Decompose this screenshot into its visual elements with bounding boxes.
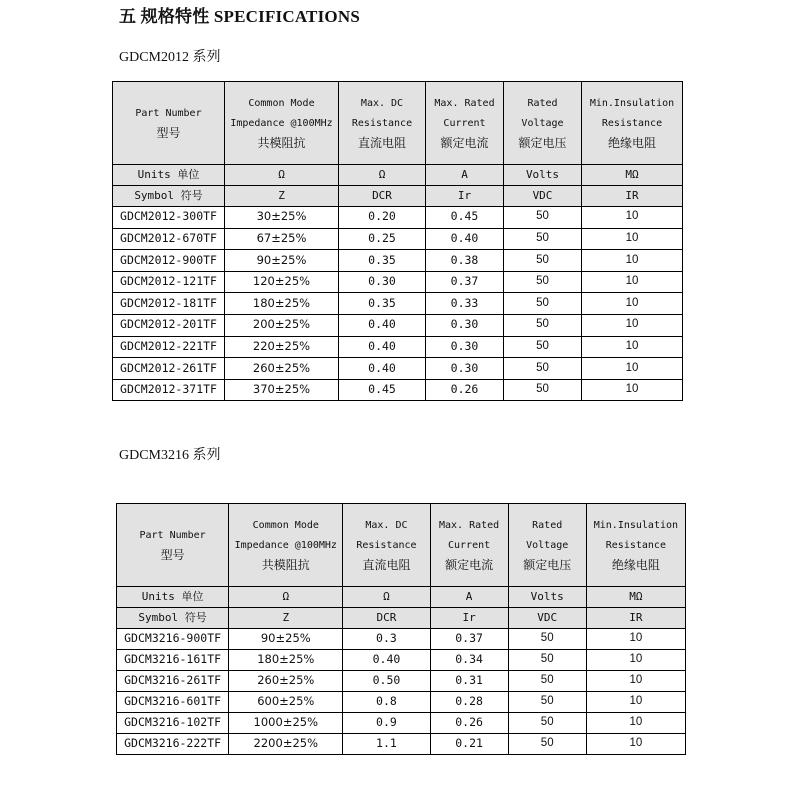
header-impedance-en: Common Mode Impedance @100MHz bbox=[230, 98, 333, 129]
symbol-value: DCR bbox=[339, 186, 426, 207]
cell-voltage: 50 bbox=[504, 271, 582, 293]
cell-insulation: 10 bbox=[586, 692, 685, 713]
cell-insulation: 10 bbox=[582, 314, 683, 336]
header-current-cn: 额定电流 bbox=[440, 136, 489, 150]
table-row bbox=[113, 228, 683, 250]
cell-current: 0.31 bbox=[430, 671, 508, 692]
header-current-en: Max. Rated bbox=[434, 98, 495, 109]
cell-voltage: 50 bbox=[504, 207, 582, 229]
symbol-row bbox=[117, 608, 686, 629]
cell-dcr: 0.40 bbox=[339, 358, 426, 380]
cell-dcr: 0.40 bbox=[343, 650, 430, 671]
cell-dcr: 0.40 bbox=[339, 314, 426, 336]
header-part-number-en: Part Number bbox=[139, 530, 206, 541]
cell-dcr: 0.25 bbox=[339, 228, 426, 250]
header-insulation bbox=[582, 82, 683, 165]
unit-value: Ω bbox=[229, 587, 343, 608]
symbol-value: VDC bbox=[504, 186, 582, 207]
cell-impedance: 90±25% bbox=[225, 250, 339, 272]
cell-current: 0.30 bbox=[426, 314, 504, 336]
cell-dcr: 0.3 bbox=[343, 629, 430, 650]
symbol-value: Z bbox=[225, 186, 339, 207]
table-row bbox=[113, 336, 683, 358]
table-row bbox=[113, 293, 683, 315]
table-row bbox=[117, 692, 686, 713]
unit-value: A bbox=[426, 165, 504, 186]
cell-impedance: 370±25% bbox=[225, 379, 339, 401]
cell-part-number: GDCM3216-102TF bbox=[117, 713, 229, 734]
header-dcr bbox=[339, 82, 426, 165]
unit-value: Ω bbox=[339, 165, 426, 186]
cell-part-number: GDCM3216-161TF bbox=[117, 650, 229, 671]
table-row bbox=[113, 379, 683, 401]
cell-current: 0.33 bbox=[426, 293, 504, 315]
cell-insulation: 10 bbox=[586, 734, 685, 755]
header-current bbox=[426, 82, 504, 165]
cell-impedance: 260±25% bbox=[225, 358, 339, 380]
header-dcr-cn: 直流电阻 bbox=[357, 136, 406, 150]
cell-impedance: 90±25% bbox=[229, 629, 343, 650]
series-label-gdcm3216: GDCM3216 系列 bbox=[119, 448, 221, 463]
units-label: Units 单位 bbox=[117, 587, 229, 608]
cell-voltage: 50 bbox=[504, 336, 582, 358]
cell-insulation: 10 bbox=[582, 250, 683, 272]
header-current bbox=[430, 504, 508, 587]
table-row bbox=[117, 629, 686, 650]
cell-impedance: 600±25% bbox=[229, 692, 343, 713]
cell-impedance: 200±25% bbox=[225, 314, 339, 336]
header-insulation-cn: 绝缘电阻 bbox=[611, 558, 660, 572]
header-dcr-en: Max. DC bbox=[365, 520, 408, 531]
symbol-label: Symbol 符号 bbox=[113, 186, 225, 207]
units-label: Units 单位 bbox=[113, 165, 225, 186]
symbol-label: Symbol 符号 bbox=[117, 608, 229, 629]
header-insulation-en: Resistance bbox=[605, 540, 666, 551]
unit-value: Ω bbox=[343, 587, 430, 608]
cell-part-number: GDCM2012-121TF bbox=[113, 271, 225, 293]
header-insulation bbox=[586, 504, 685, 587]
cell-insulation: 10 bbox=[582, 207, 683, 229]
header-current-en: Current bbox=[443, 118, 486, 129]
table-row bbox=[117, 650, 686, 671]
header-part-number-cn: 型号 bbox=[160, 548, 185, 562]
header-dcr-cn: 直流电阻 bbox=[362, 558, 411, 572]
cell-current: 0.34 bbox=[430, 650, 508, 671]
section-title: 五 规格特性 SPECIFICATIONS bbox=[119, 7, 360, 26]
cell-part-number: GDCM2012-670TF bbox=[113, 228, 225, 250]
symbol-value: VDC bbox=[508, 608, 586, 629]
cell-impedance: 30±25% bbox=[225, 207, 339, 229]
units-row bbox=[117, 587, 686, 608]
units-row bbox=[113, 165, 683, 186]
cell-part-number: GDCM3216-601TF bbox=[117, 692, 229, 713]
table-row bbox=[117, 734, 686, 755]
cell-impedance: 120±25% bbox=[225, 271, 339, 293]
header-part-number bbox=[117, 504, 229, 587]
symbol-row bbox=[113, 186, 683, 207]
cell-current: 0.45 bbox=[426, 207, 504, 229]
header-insulation-cn: 绝缘电阻 bbox=[607, 136, 656, 150]
cell-impedance: 260±25% bbox=[229, 671, 343, 692]
cell-voltage: 50 bbox=[504, 358, 582, 380]
table-row bbox=[113, 271, 683, 293]
cell-current: 0.37 bbox=[430, 629, 508, 650]
unit-value: Volts bbox=[508, 587, 586, 608]
cell-dcr: 0.45 bbox=[339, 379, 426, 401]
cell-voltage: 50 bbox=[504, 314, 582, 336]
cell-dcr: 0.35 bbox=[339, 250, 426, 272]
cell-current: 0.37 bbox=[426, 271, 504, 293]
cell-part-number: GDCM2012-261TF bbox=[113, 358, 225, 380]
cell-impedance: 180±25% bbox=[225, 293, 339, 315]
cell-dcr: 0.8 bbox=[343, 692, 430, 713]
header-impedance bbox=[225, 82, 339, 165]
cell-insulation: 10 bbox=[586, 671, 685, 692]
table-row bbox=[113, 250, 683, 272]
header-voltage-en: Rated bbox=[527, 98, 558, 109]
cell-dcr: 0.9 bbox=[343, 713, 430, 734]
cell-current: 0.30 bbox=[426, 336, 504, 358]
cell-part-number: GDCM2012-221TF bbox=[113, 336, 225, 358]
symbol-value: Ir bbox=[426, 186, 504, 207]
cell-voltage: 50 bbox=[504, 293, 582, 315]
cell-dcr: 1.1 bbox=[343, 734, 430, 755]
header-voltage-cn: 额定电压 bbox=[518, 136, 567, 150]
symbol-value: Ir bbox=[430, 608, 508, 629]
table-row bbox=[113, 358, 683, 380]
cell-insulation: 10 bbox=[586, 629, 685, 650]
header-current-cn: 额定电流 bbox=[445, 558, 494, 572]
unit-value: MΩ bbox=[582, 165, 683, 186]
symbol-value: DCR bbox=[343, 608, 430, 629]
cell-current: 0.30 bbox=[426, 358, 504, 380]
cell-impedance: 180±25% bbox=[229, 650, 343, 671]
cell-part-number: GDCM3216-900TF bbox=[117, 629, 229, 650]
cell-current: 0.40 bbox=[426, 228, 504, 250]
header-dcr bbox=[343, 504, 430, 587]
cell-impedance: 220±25% bbox=[225, 336, 339, 358]
header-voltage bbox=[508, 504, 586, 587]
header-impedance bbox=[229, 504, 343, 587]
cell-voltage: 50 bbox=[508, 692, 586, 713]
cell-current: 0.26 bbox=[426, 379, 504, 401]
cell-insulation: 10 bbox=[582, 293, 683, 315]
header-voltage-cn: 额定电压 bbox=[523, 558, 572, 572]
cell-voltage: 50 bbox=[508, 671, 586, 692]
cell-impedance: 2200±25% bbox=[229, 734, 343, 755]
header-insulation-en: Resistance bbox=[601, 118, 663, 129]
cell-voltage: 50 bbox=[508, 650, 586, 671]
header-impedance-cn: 共模阻抗 bbox=[261, 558, 310, 572]
cell-dcr: 0.50 bbox=[343, 671, 430, 692]
cell-part-number: GDCM2012-181TF bbox=[113, 293, 225, 315]
cell-part-number: GDCM2012-900TF bbox=[113, 250, 225, 272]
header-insulation-en: Min.Insulation bbox=[593, 520, 679, 531]
cell-voltage: 50 bbox=[508, 713, 586, 734]
header-part-number-en: Part Number bbox=[135, 108, 202, 119]
symbol-value: IR bbox=[586, 608, 685, 629]
cell-insulation: 10 bbox=[586, 650, 685, 671]
cell-current: 0.38 bbox=[426, 250, 504, 272]
unit-value: Volts bbox=[504, 165, 582, 186]
header-dcr-en: Resistance bbox=[351, 118, 413, 129]
spec-table-gdcm2012 bbox=[112, 81, 683, 401]
unit-value: A bbox=[430, 587, 508, 608]
cell-insulation: 10 bbox=[582, 358, 683, 380]
header-impedance-cn: 共模阻抗 bbox=[257, 136, 306, 150]
cell-dcr: 0.20 bbox=[339, 207, 426, 229]
cell-dcr: 0.40 bbox=[339, 336, 426, 358]
cell-impedance: 1000±25% bbox=[229, 713, 343, 734]
header-dcr-en: Max. DC bbox=[360, 98, 404, 109]
cell-insulation: 10 bbox=[582, 379, 683, 401]
unit-value: Ω bbox=[225, 165, 339, 186]
header-voltage-en: Rated bbox=[532, 520, 563, 531]
header-dcr-en: Resistance bbox=[356, 540, 417, 551]
header-insulation-en: Min.Insulation bbox=[589, 98, 675, 109]
cell-voltage: 50 bbox=[504, 228, 582, 250]
table-row bbox=[117, 713, 686, 734]
spec-table-gdcm3216 bbox=[116, 503, 686, 755]
header-impedance-en: Common Mode Impedance @100MHz bbox=[234, 520, 337, 551]
cell-voltage: 50 bbox=[504, 379, 582, 401]
unit-value: MΩ bbox=[586, 587, 685, 608]
header-part-number-cn: 型号 bbox=[156, 126, 181, 140]
cell-current: 0.28 bbox=[430, 692, 508, 713]
cell-part-number: GDCM2012-201TF bbox=[113, 314, 225, 336]
header-current-en: Max. Rated bbox=[438, 520, 500, 531]
cell-voltage: 50 bbox=[504, 250, 582, 272]
header-part-number bbox=[113, 82, 225, 165]
cell-part-number: GDCM2012-300TF bbox=[113, 207, 225, 229]
symbol-value: Z bbox=[229, 608, 343, 629]
header-row bbox=[117, 504, 686, 587]
header-row bbox=[113, 82, 683, 165]
series-label-gdcm2012: GDCM2012 系列 bbox=[119, 50, 221, 65]
cell-part-number: GDCM2012-371TF bbox=[113, 379, 225, 401]
cell-current: 0.26 bbox=[430, 713, 508, 734]
cell-part-number: GDCM3216-222TF bbox=[117, 734, 229, 755]
cell-current: 0.21 bbox=[430, 734, 508, 755]
table-row bbox=[117, 671, 686, 692]
cell-part-number: GDCM3216-261TF bbox=[117, 671, 229, 692]
cell-dcr: 0.35 bbox=[339, 293, 426, 315]
cell-voltage: 50 bbox=[508, 734, 586, 755]
cell-insulation: 10 bbox=[586, 713, 685, 734]
symbol-value: IR bbox=[582, 186, 683, 207]
header-voltage bbox=[504, 82, 582, 165]
cell-insulation: 10 bbox=[582, 336, 683, 358]
cell-impedance: 67±25% bbox=[225, 228, 339, 250]
cell-voltage: 50 bbox=[508, 629, 586, 650]
cell-insulation: 10 bbox=[582, 271, 683, 293]
table-row bbox=[113, 314, 683, 336]
table-row bbox=[113, 207, 683, 229]
cell-dcr: 0.30 bbox=[339, 271, 426, 293]
cell-insulation: 10 bbox=[582, 228, 683, 250]
header-voltage-en: Voltage bbox=[521, 118, 564, 129]
header-current-en: Current bbox=[448, 540, 491, 551]
header-voltage-en: Voltage bbox=[526, 540, 569, 551]
